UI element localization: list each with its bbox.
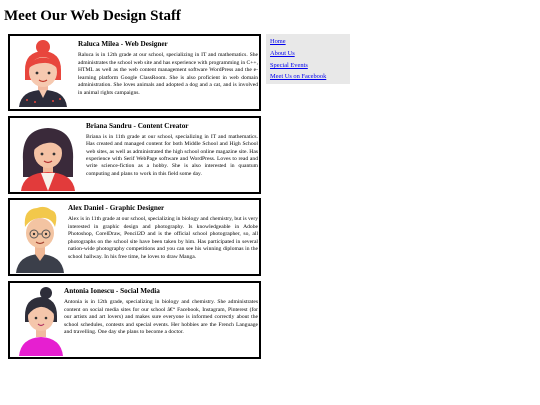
staff-card-antonia xyxy=(8,281,261,359)
staff-title: Alex Daniel - Graphic Designer xyxy=(68,204,165,212)
woman-dark-hair-red-jacket-avatar xyxy=(13,121,83,191)
staff-card-alex xyxy=(8,198,261,276)
man-blond-hair-glasses-avatar xyxy=(13,203,69,273)
staff-title: Antonia Ionescu - Social Media xyxy=(64,287,160,295)
nav-link-home[interactable]: Home xyxy=(270,38,286,45)
woman-red-hair-bun-avatar xyxy=(13,38,75,107)
nav-link-about-us[interactable]: About Us xyxy=(270,50,295,57)
staff-card-briana xyxy=(8,116,261,194)
staff-bio: Raluca is in 12th grade at our school, specializing in IT and mathematics. She administrates the school web site and has experience with programming in C++, HTML as well as the web content management software WordPress and the e-learning platform Google ClassRoom. She is also proficient in web domain administration. She loves animals and adopted a dog and a cat, and is involved in animal rights campaigns. xyxy=(78,52,258,96)
page-title: Meet Our Web Design Staff xyxy=(4,8,181,24)
staff-title: Briana Sandru - Content Creator xyxy=(86,122,189,130)
staff-bio: Antonia is in 12th grade, specializing in biology and chemistry. She administrates content on social media sites for our school â€“ Facebook, Instagram, Pinterest (for our artists and art lovers) and makes sure everyone is informed correctly about the school schedules, contests and special events. Her hobbies are the French Language and travelling. One day she plans to become a doctor. xyxy=(64,299,258,336)
sidebar-nav xyxy=(266,34,350,84)
staff-bio: Alex is in 11th grade at our school, specializing in biology and chemistry, but is very interested in graphic design and photography. Is knowledgeable in Adobe Photoshop, CorelDraw, Pencil2D and is the official school photographer, so, all photographs on the school site have been taken by him. Has participated in several nation-wide photography competitions and you can see his winning diplomas in the school hallway. In his free time, he loves to draw Manga. xyxy=(68,216,258,260)
woman-dark-bun-magenta-top-avatar xyxy=(13,286,69,356)
staff-title: Raluca Milea - Web Designer xyxy=(78,40,168,48)
staff-bio: Briana is in 11th grade at our school, specializing in IT and mathematics. Has created and managed content for both Middle School and High School web sites, as well as administrated the high school online magazine site. Has experience with Serif WebPage software and WordPress. Loves to read and write science-fiction as a hobby. She is also interested in quantum computing and plans to work in this field some day. xyxy=(86,134,258,177)
nav-link-facebook[interactable]: Meet Us on Facebook xyxy=(270,73,327,80)
nav-link-special-events[interactable]: Special Events xyxy=(270,62,308,69)
staff-card-raluca xyxy=(8,34,261,111)
